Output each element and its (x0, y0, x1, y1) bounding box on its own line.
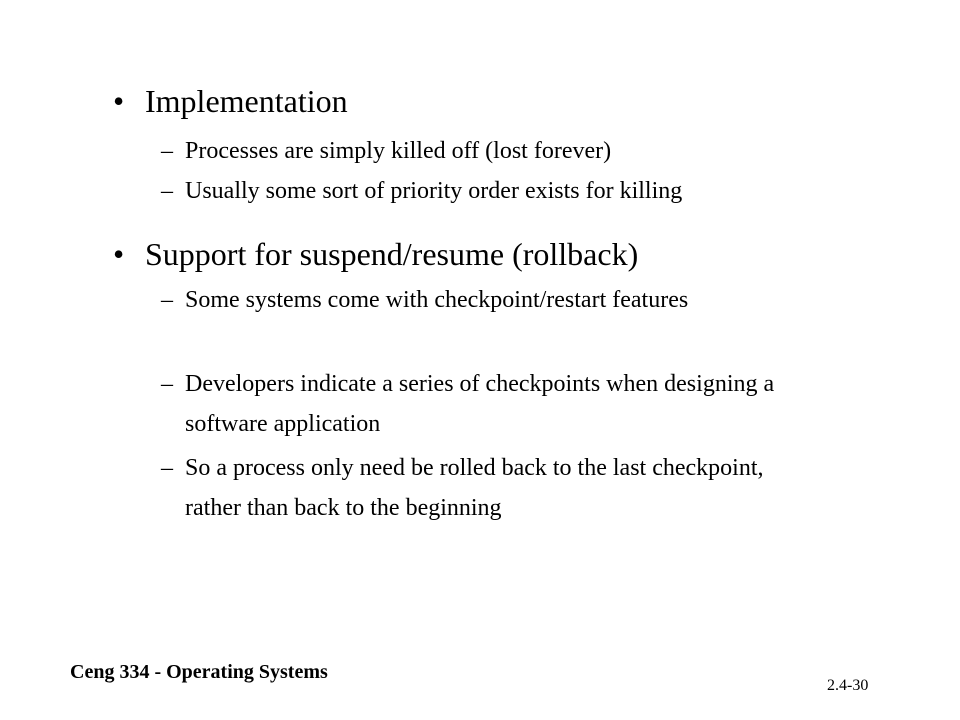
dash-glyph: – (161, 138, 173, 164)
sub-bullet (161, 364, 801, 444)
dash-glyph: – (161, 287, 173, 313)
bullet-text: Support for suspend/resume (rollback) (145, 236, 639, 272)
sub-bullet (161, 448, 801, 528)
sub-bullet-text: Developers indicate a series of checkpoints when designing a software application (185, 371, 775, 437)
sub-bullet-text: Processes are simply killed off (lost forever) (185, 138, 612, 164)
bullet-text: Implementation (145, 83, 348, 119)
bullet-dot: • (113, 83, 125, 119)
slide-number: 2.4-30 (827, 677, 869, 694)
sub-bullet (161, 280, 801, 320)
sub-bullet-text: Usually some sort of priority order exists for killing (185, 178, 683, 204)
sub-bullet-text: So a process only need be rolled back to the last checkpoint, rather than back to the beginning (185, 455, 764, 521)
bullet-support (113, 236, 638, 272)
dash-glyph: – (161, 178, 173, 204)
sub-bullet (161, 180, 801, 202)
bullet-implementation (113, 83, 348, 119)
dash-glyph: – (161, 371, 173, 397)
dash-glyph: – (161, 455, 173, 481)
bullet-dot: • (113, 236, 125, 272)
sub-bullet-text: Some systems come with checkpoint/restart features (185, 287, 689, 313)
footer-course-title: Ceng 334 - Operating Systems (70, 661, 328, 683)
sub-bullet (161, 140, 801, 162)
